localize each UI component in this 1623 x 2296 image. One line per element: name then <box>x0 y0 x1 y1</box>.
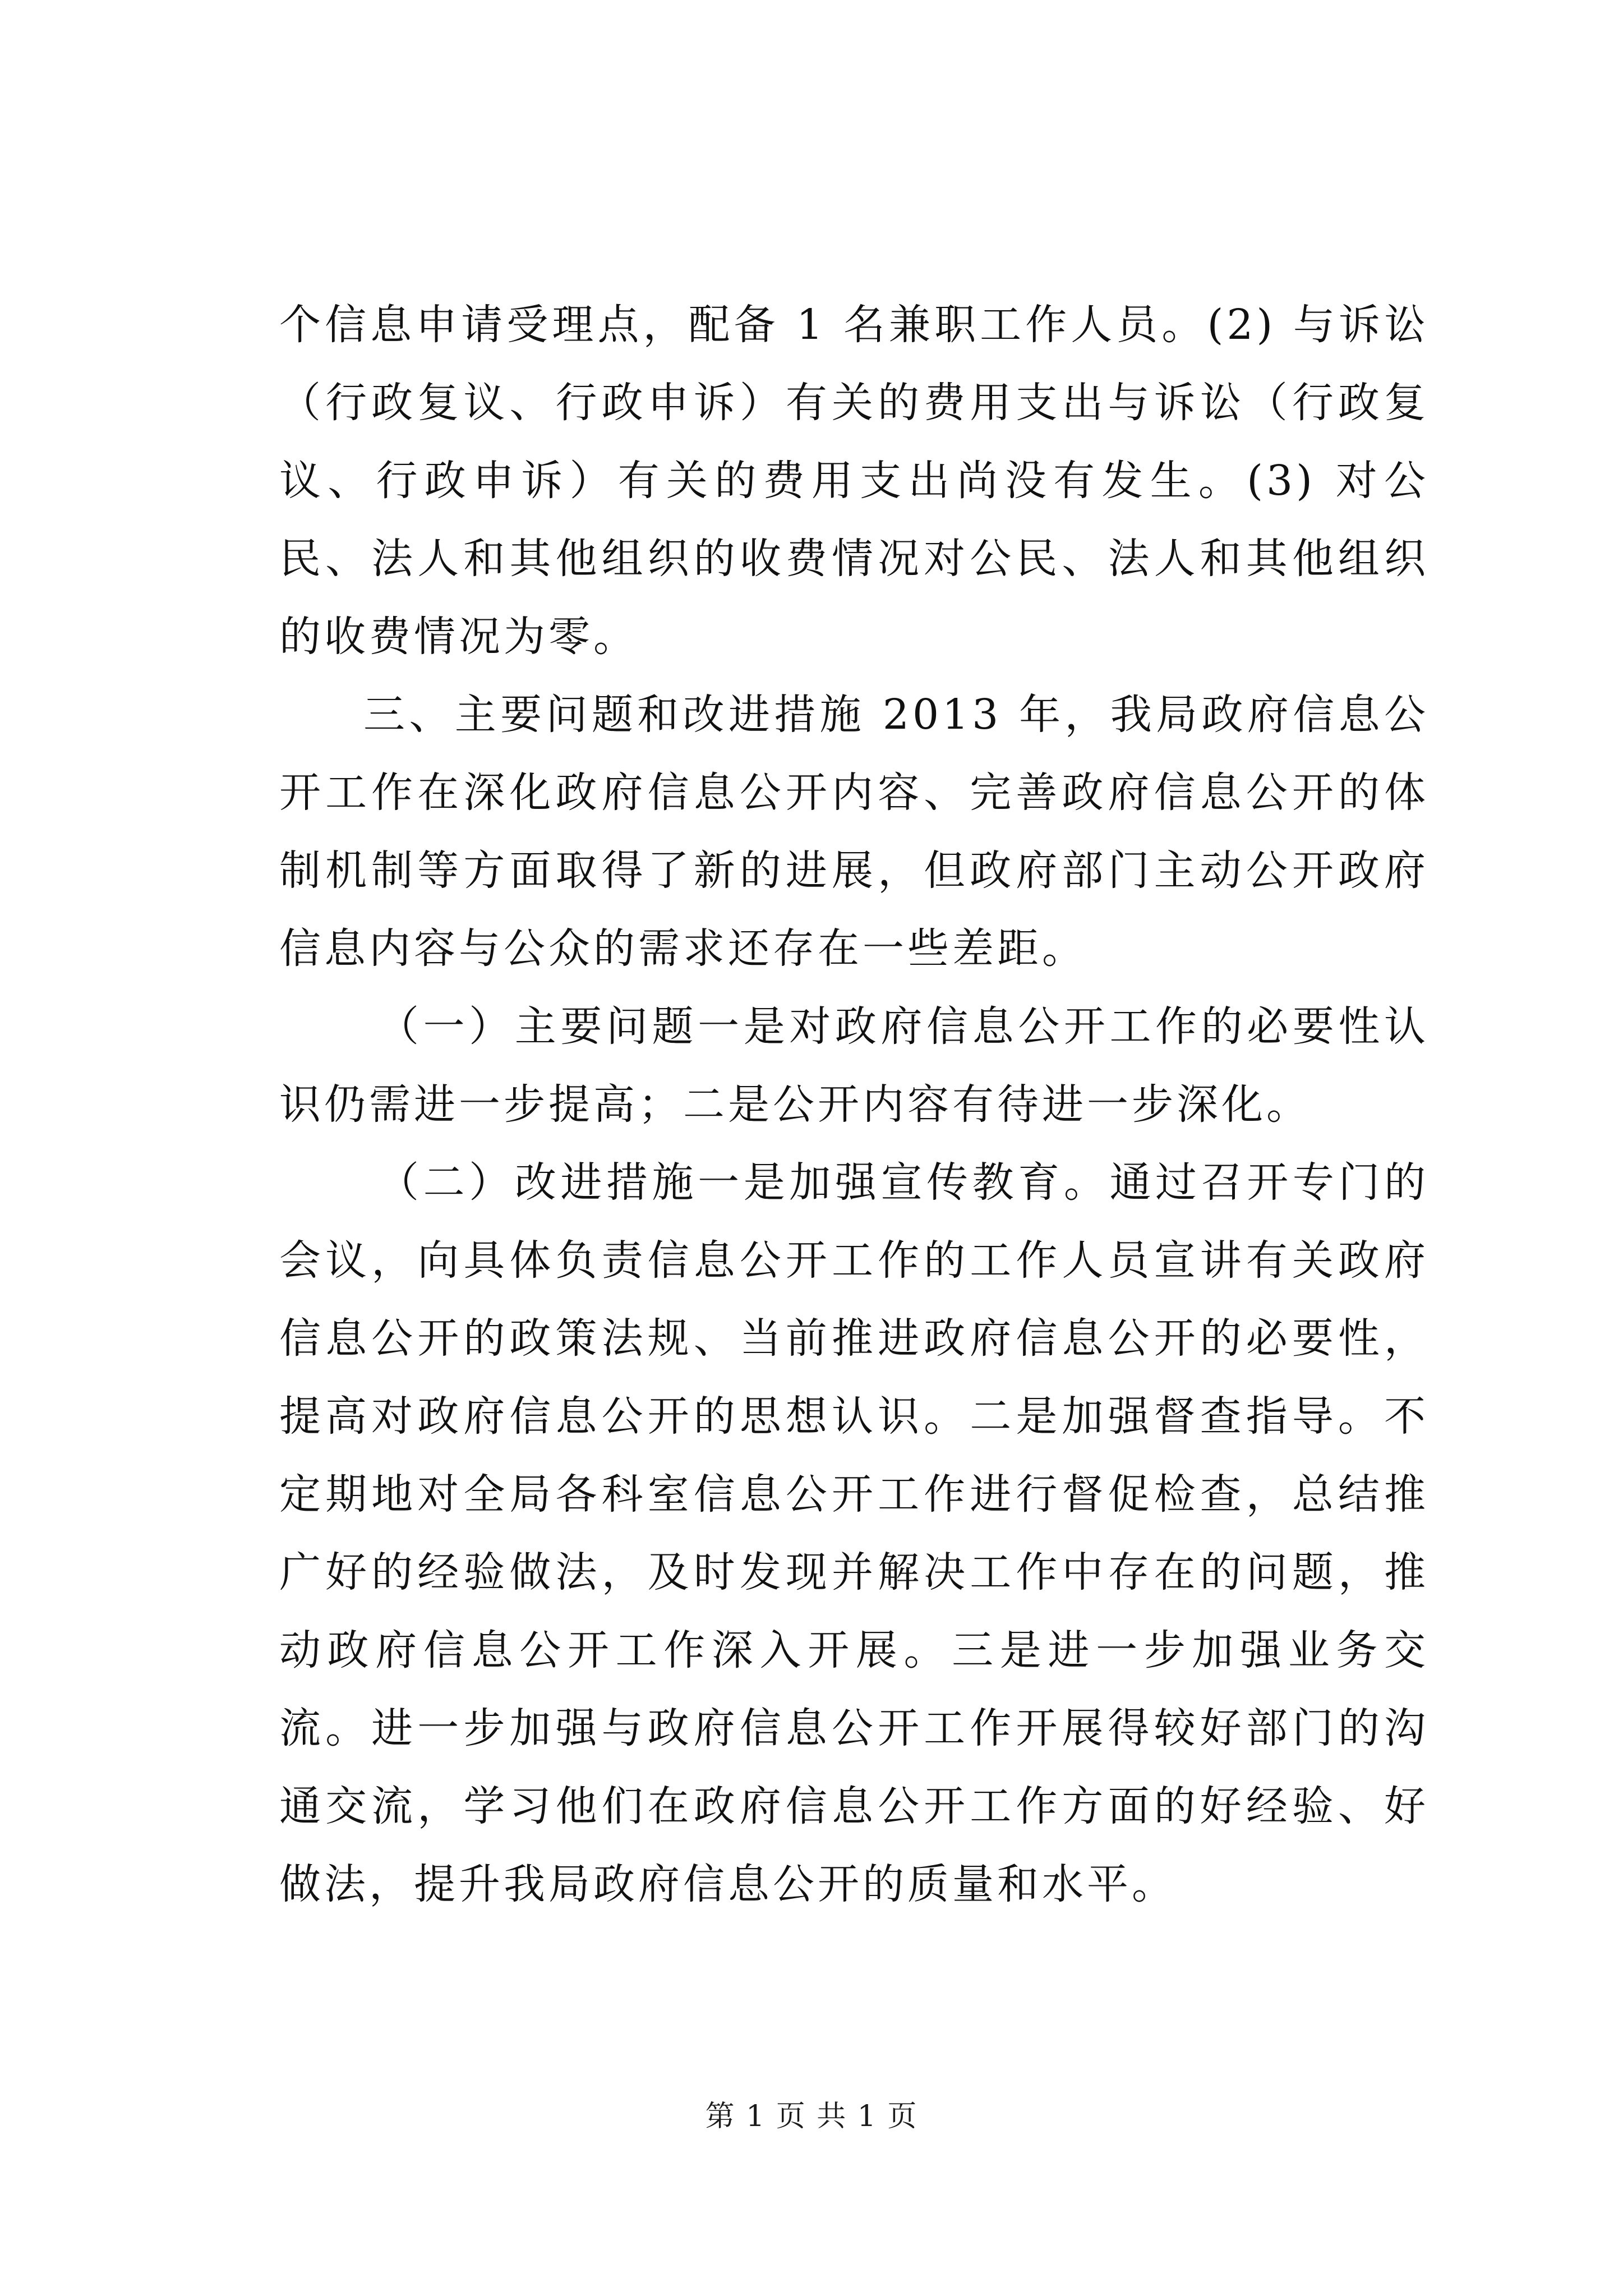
paragraph-continuation: 个信息申请受理点，配备 1 名兼职工作人员。(2) 与诉讼（行政复议、行政申诉）有关的费用支出与诉讼（行政复议、行政申诉）有关的费用支出尚没有发生。(3) 对公民、法人和其他组织的收费情况对公民、法人和其他组织的收费情况为零。 <box>279 301 1429 661</box>
paragraph-improvement-measures: （二）改进措施一是加强宣传教育。通过召开专门的会议，向具体负责信息公开工作的工作人员宣讲有关政府信息公开的政策法规、当前推进政府信息公开的必要性，提高对政府信息公开的思想认识。二是加强督查指导。不定期地对全局各科室信息公开工作进行督促检查，总结推广好的经验做法，及时发现并解决工作中存在的问题，推动政府信息公开工作深入开展。三是进一步加强业务交流。进一步加强与政府信息公开工作开展得较好部门的沟通交流，学习他们在政府信息公开工作方面的好经验、好做法，提升我局政府信息公开的质量和水平。 <box>279 1158 1429 1908</box>
page-number-footer: 第 1 页 共 1 页 <box>705 2100 918 2133</box>
paragraph-section-three: 三、主要问题和改进措施 2013 年，我局政府信息公开工作在深化政府信息公开内容、完善政府信息公开的体制机制等方面取得了新的进展，但政府部门主动公开政府信息内容与公众的需求还存在一些差距。 <box>279 691 1429 973</box>
paragraph-main-problems: （一）主要问题一是对政府信息公开工作的必要性认识仍需进一步提高；二是公开内容有待进一步深化。 <box>279 1002 1429 1129</box>
document-body <box>279 286 1429 1924</box>
